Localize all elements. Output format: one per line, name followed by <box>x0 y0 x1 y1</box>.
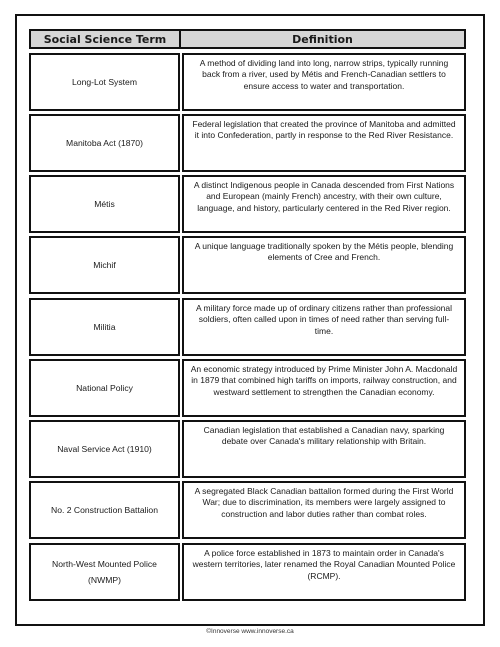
table-row <box>29 359 466 417</box>
table-row <box>29 236 466 294</box>
worksheet-frame <box>15 14 485 626</box>
header-term: Social Science Term <box>29 29 181 49</box>
table-row <box>29 543 466 601</box>
definition-cell: A distinct Indigenous people in Canada descended from First Nations and European (mainly French) ancestry, with their own culture, language, and history, particularly centered in the Red River region. <box>182 175 466 233</box>
term-cell: Manitoba Act (1870) <box>29 114 180 172</box>
term-cell: Naval Service Act (1910) <box>29 420 180 478</box>
footer-copyright: ©Innoverse www.innoverse.ca <box>206 628 294 635</box>
table-row <box>29 481 466 539</box>
table-row <box>29 53 466 111</box>
definition-cell: Canadian legislation that established a Canadian navy, sparking debate over Canada's military relationship with Britain. <box>182 420 466 478</box>
term-cell: Michif <box>29 236 180 294</box>
table-row <box>29 114 466 172</box>
term-cell: Long-Lot System <box>29 53 180 111</box>
table-row <box>29 298 466 356</box>
definition-cell: Federal legislation that created the province of Manitoba and admitted it into Confederation, partly in response to the Red River Resistance. <box>182 114 466 172</box>
definition-cell: A police force established in 1873 to maintain order in Canada's western territories, later renamed the Royal Canadian Mounted Police (RCMP). <box>182 543 466 601</box>
definition-cell: A method of dividing land into long, narrow strips, typically running back from a river, used by Métis and French-Canadian settlers to ensure access to water and transportation. <box>182 53 466 111</box>
table-row <box>29 175 466 233</box>
term-cell: National Policy <box>29 359 180 417</box>
term-cell: Métis <box>29 175 180 233</box>
term-cell: Militia <box>29 298 180 356</box>
definition-cell: A unique language traditionally spoken by the Métis people, blending elements of Cree and French. <box>182 236 466 294</box>
table-row <box>29 420 466 478</box>
definition-cell: An economic strategy introduced by Prime Minister John A. Macdonald in 1879 that combined high tariffs on imports, railway construction, and westward settlement to strengthen the Canadian economy. <box>182 359 466 417</box>
header-definition: Definition <box>179 29 466 49</box>
term-cell: No. 2 Construction Battalion <box>29 481 180 539</box>
term-cell: North-West Mounted Police (NWMP) <box>29 543 180 601</box>
definition-cell: A segregated Black Canadian battalion formed during the First World War; due to discrimination, its members were largely assigned to construction and labor duties rather than combat roles. <box>182 481 466 539</box>
definition-cell: A military force made up of ordinary citizens rather than professional soldiers, often called upon in times of need rather than serving full-time. <box>182 298 466 356</box>
